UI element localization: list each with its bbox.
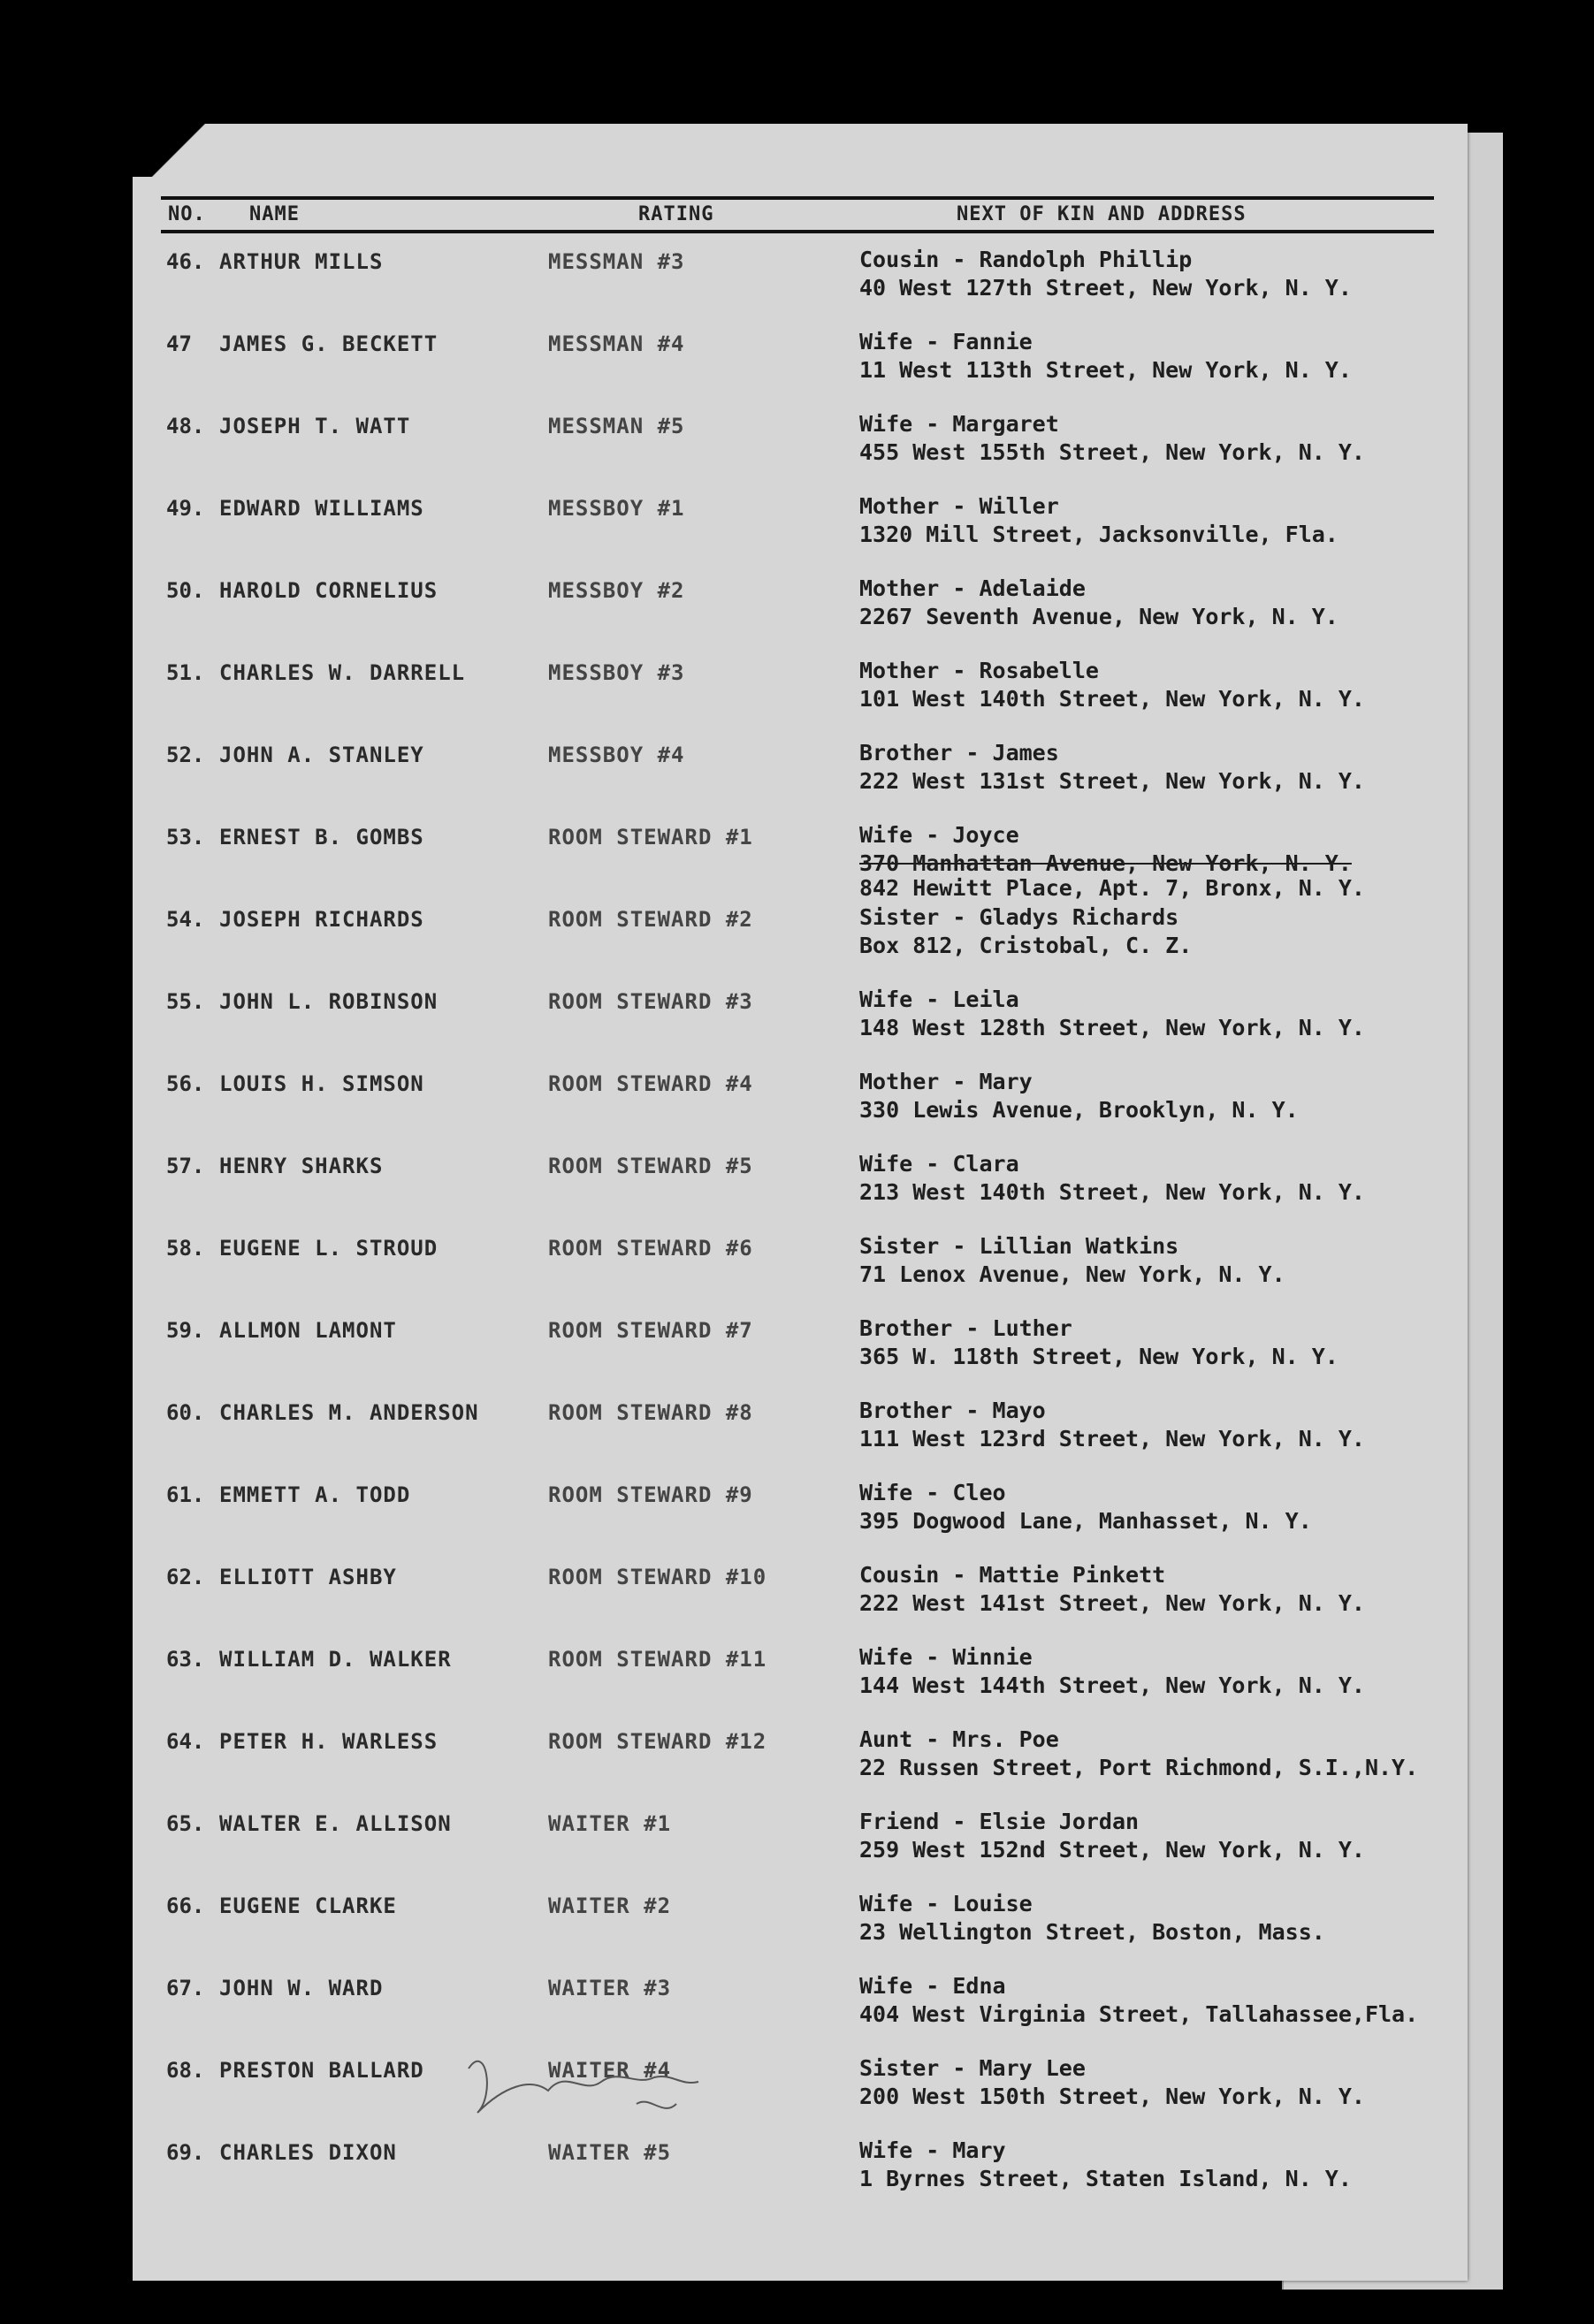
kin-relation: Wife - Margaret xyxy=(859,411,1059,437)
kin-address: 22 Russen Street, Port Richmond, S.I.,N.Y. xyxy=(859,1755,1419,1780)
crew-number: 51. xyxy=(166,660,205,685)
next-of-kin xyxy=(859,328,1352,385)
crew-number: 68. xyxy=(166,2058,205,2083)
kin-relation: Sister - Mary Lee xyxy=(859,2055,1086,2081)
crew-rating: MESSBOY #1 xyxy=(548,496,685,521)
crew-rating: WAITER #2 xyxy=(548,1893,672,1918)
kin-relation: Aunt - Mrs. Poe xyxy=(859,1726,1059,1752)
crew-name: ALLMON LAMONT xyxy=(219,1318,397,1343)
crew-name: WALTER E. ALLISON xyxy=(219,1811,452,1836)
kin-address: 404 West Virginia Street, Tallahassee,Fla. xyxy=(859,2001,1419,2027)
crew-rating: ROOM STEWARD #6 xyxy=(548,1236,753,1261)
crew-name: PRESTON BALLARD xyxy=(219,2058,424,2083)
next-of-kin xyxy=(859,1643,1365,1700)
crew-number: 58. xyxy=(166,1236,205,1261)
crew-rating: ROOM STEWARD #11 xyxy=(548,1647,767,1672)
kin-address: 144 West 144th Street, New York, N. Y. xyxy=(859,1673,1365,1698)
crew-number: 56. xyxy=(166,1071,205,1096)
crew-rating: ROOM STEWARD #1 xyxy=(548,825,753,850)
crew-number: 64. xyxy=(166,1729,205,1754)
crew-row xyxy=(133,575,1468,657)
crew-number: 46. xyxy=(166,249,205,274)
next-of-kin xyxy=(859,246,1352,302)
crew-row xyxy=(133,328,1468,410)
crew-name: EUGENE L. STROUD xyxy=(219,1236,439,1261)
next-of-kin xyxy=(859,1150,1365,1207)
kin-address: 111 West 123rd Street, New York, N. Y. xyxy=(859,1426,1365,1452)
kin-address: 1 Byrnes Street, Staten Island, N. Y. xyxy=(859,2166,1352,2191)
crew-number: 53. xyxy=(166,825,205,850)
crew-rating: ROOM STEWARD #12 xyxy=(548,1729,767,1754)
crew-name: WILLIAM D. WALKER xyxy=(219,1647,452,1672)
crew-rating: WAITER #1 xyxy=(548,1811,672,1836)
crew-name: CHARLES M. ANDERSON xyxy=(219,1400,479,1425)
crew-row xyxy=(133,1561,1468,1643)
next-of-kin xyxy=(859,986,1365,1042)
crew-name: JAMES G. BECKETT xyxy=(219,331,439,356)
next-of-kin xyxy=(859,657,1365,713)
crew-rating: MESSMAN #4 xyxy=(548,331,685,356)
next-of-kin xyxy=(859,1726,1418,1782)
crew-name: EMMETT A. TODD xyxy=(219,1482,411,1507)
crew-row xyxy=(133,1643,1468,1726)
crew-name: ERNEST B. GOMBS xyxy=(219,825,424,850)
crew-row xyxy=(133,1068,1468,1150)
kin-address: Box 812, Cristobal, C. Z. xyxy=(859,933,1193,958)
crew-name: JOSEPH RICHARDS xyxy=(219,907,424,932)
kin-address: 213 West 140th Street, New York, N. Y. xyxy=(859,1179,1365,1205)
crew-row xyxy=(133,903,1468,986)
crew-name: EDWARD WILLIAMS xyxy=(219,496,424,521)
kin-relation: Mother - Willer xyxy=(859,493,1059,519)
crew-row xyxy=(133,739,1468,821)
crew-row xyxy=(133,986,1468,1068)
crew-row xyxy=(133,821,1468,903)
kin-address: 370 Manhattan Avenue, New York, N. Y. xyxy=(859,850,1352,876)
kin-relation: Wife - Joyce xyxy=(859,822,1019,848)
crew-rating: ROOM STEWARD #3 xyxy=(548,989,753,1014)
header-rating: RATING xyxy=(638,203,714,225)
crew-rating: ROOM STEWARD #7 xyxy=(548,1318,753,1343)
crew-rating: WAITER #5 xyxy=(548,2140,672,2165)
crew-number: 66. xyxy=(166,1893,205,1918)
next-of-kin xyxy=(859,903,1192,960)
kin-address: 455 West 155th Street, New York, N. Y. xyxy=(859,439,1365,465)
crew-row xyxy=(133,2137,1468,2219)
next-of-kin xyxy=(859,1890,1325,1947)
next-of-kin xyxy=(859,1972,1418,2029)
next-of-kin xyxy=(859,575,1339,631)
crew-name: CHARLES DIXON xyxy=(219,2140,397,2165)
kin-address: 330 Lewis Avenue, Brooklyn, N. Y. xyxy=(859,1097,1299,1123)
crew-number: 61. xyxy=(166,1482,205,1507)
signature-mark xyxy=(433,2033,716,2130)
crew-rating: MESSBOY #4 xyxy=(548,743,685,767)
kin-address: 259 West 152nd Street, New York, N. Y. xyxy=(859,1837,1365,1863)
next-of-kin xyxy=(859,410,1365,467)
kin-address: 11 West 113th Street, New York, N. Y. xyxy=(859,357,1352,383)
crew-rating: MESSBOY #3 xyxy=(548,660,685,685)
crew-rating: MESSMAN #3 xyxy=(548,249,685,274)
kin-relation: Sister - Lillian Watkins xyxy=(859,1233,1179,1259)
crew-number: 47 xyxy=(166,331,192,356)
crew-name: ELLIOTT ASHBY xyxy=(219,1565,397,1589)
kin-address: 148 West 128th Street, New York, N. Y. xyxy=(859,1015,1365,1040)
crew-row xyxy=(133,1232,1468,1314)
crew-number: 57. xyxy=(166,1154,205,1178)
crew-row xyxy=(133,1972,1468,2054)
kin-relation: Mother - Adelaide xyxy=(859,575,1086,601)
kin-address: 395 Dogwood Lane, Manhasset, N. Y. xyxy=(859,1508,1312,1534)
next-of-kin xyxy=(859,1314,1339,1371)
next-of-kin xyxy=(859,1561,1365,1618)
kin-relation: Cousin - Randolph Phillip xyxy=(859,247,1193,272)
kin-relation: Wife - Clara xyxy=(859,1151,1019,1177)
kin-address-corrected: 842 Hewitt Place, Apt. 7, Bronx, N. Y. xyxy=(859,875,1365,901)
crew-rating: ROOM STEWARD #4 xyxy=(548,1071,753,1096)
crew-rating: WAITER #4 xyxy=(548,2058,672,2083)
crew-row xyxy=(133,410,1468,492)
crew-row xyxy=(133,492,1468,575)
crew-list-page xyxy=(133,124,1468,2281)
kin-address: 23 Wellington Street, Boston, Mass. xyxy=(859,1919,1325,1945)
kin-relation: Brother - Mayo xyxy=(859,1398,1046,1423)
header-no: NO. xyxy=(168,203,206,225)
kin-relation: Wife - Winnie xyxy=(859,1644,1033,1670)
crew-number: 65. xyxy=(166,1811,205,1836)
crew-row xyxy=(133,1726,1468,1808)
kin-relation: Wife - Louise xyxy=(859,1891,1033,1916)
crew-number: 63. xyxy=(166,1647,205,1672)
crew-name: ARTHUR MILLS xyxy=(219,249,384,274)
crew-row xyxy=(133,1150,1468,1232)
kin-relation: Wife - Mary xyxy=(859,2137,1006,2163)
crew-name: HAROLD CORNELIUS xyxy=(219,578,439,603)
crew-row xyxy=(133,1890,1468,1972)
kin-relation: Wife - Cleo xyxy=(859,1480,1006,1505)
crew-name: JOHN W. WARD xyxy=(219,1976,384,2000)
header-name: NAME xyxy=(249,203,300,225)
crew-number: 67. xyxy=(166,1976,205,2000)
crew-number: 59. xyxy=(166,1318,205,1343)
crew-rating: ROOM STEWARD #5 xyxy=(548,1154,753,1178)
next-of-kin xyxy=(859,739,1365,796)
header-next-of-kin: NEXT OF KIN AND ADDRESS xyxy=(957,203,1247,225)
crew-name: PETER H. WARLESS xyxy=(219,1729,439,1754)
crew-name: LOUIS H. SIMSON xyxy=(219,1071,424,1096)
kin-address: 222 West 141st Street, New York, N. Y. xyxy=(859,1590,1365,1616)
crew-name: CHARLES W. DARRELL xyxy=(219,660,466,685)
kin-relation: Wife - Leila xyxy=(859,987,1019,1012)
next-of-kin xyxy=(859,1232,1285,1289)
kin-address: 365 W. 118th Street, New York, N. Y. xyxy=(859,1344,1339,1369)
next-of-kin xyxy=(859,1808,1365,1864)
crew-number: 54. xyxy=(166,907,205,932)
crew-row xyxy=(133,1397,1468,1479)
crew-row xyxy=(133,1314,1468,1397)
crew-name: JOHN A. STANLEY xyxy=(219,743,424,767)
kin-address: 2267 Seventh Avenue, New York, N. Y. xyxy=(859,604,1339,629)
crew-rating: MESSBOY #2 xyxy=(548,578,685,603)
crew-row xyxy=(133,1479,1468,1561)
crew-number: 55. xyxy=(166,989,205,1014)
crew-rating: WAITER #3 xyxy=(548,1976,672,2000)
crew-rows xyxy=(133,246,1468,2219)
crew-name: EUGENE CLARKE xyxy=(219,1893,397,1918)
kin-address: 71 Lenox Avenue, New York, N. Y. xyxy=(859,1261,1285,1287)
kin-address: 101 West 140th Street, New York, N. Y. xyxy=(859,686,1365,712)
kin-relation: Brother - Luther xyxy=(859,1315,1072,1341)
crew-name: JOSEPH T. WATT xyxy=(219,414,411,438)
kin-address: 200 West 150th Street, New York, N. Y. xyxy=(859,2084,1365,2109)
crew-name: HENRY SHARKS xyxy=(219,1154,384,1178)
crew-rating: ROOM STEWARD #2 xyxy=(548,907,753,932)
crew-number: 60. xyxy=(166,1400,205,1425)
next-of-kin xyxy=(859,821,1365,903)
next-of-kin xyxy=(859,492,1339,549)
kin-relation: Friend - Elsie Jordan xyxy=(859,1809,1140,1834)
torn-corner xyxy=(133,124,239,177)
crew-row xyxy=(133,2054,1468,2137)
next-of-kin xyxy=(859,2054,1365,2111)
next-of-kin xyxy=(859,2137,1352,2193)
crew-rating: MESSMAN #5 xyxy=(548,414,685,438)
kin-address: 222 West 131st Street, New York, N. Y. xyxy=(859,768,1365,794)
kin-relation: Wife - Edna xyxy=(859,1973,1006,1999)
crew-row xyxy=(133,657,1468,739)
kin-relation: Mother - Mary xyxy=(859,1069,1033,1094)
next-of-kin xyxy=(859,1479,1312,1535)
crew-number: 49. xyxy=(166,496,205,521)
crew-row xyxy=(133,246,1468,328)
crew-name: JOHN L. ROBINSON xyxy=(219,989,439,1014)
crew-rating: ROOM STEWARD #10 xyxy=(548,1565,767,1589)
kin-relation: Cousin - Mattie Pinkett xyxy=(859,1562,1166,1588)
kin-address: 40 West 127th Street, New York, N. Y. xyxy=(859,275,1352,301)
next-of-kin xyxy=(859,1068,1299,1124)
kin-relation: Mother - Rosabelle xyxy=(859,658,1099,683)
crew-number: 69. xyxy=(166,2140,205,2165)
crew-number: 52. xyxy=(166,743,205,767)
crew-number: 48. xyxy=(166,414,205,438)
crew-rating: ROOM STEWARD #8 xyxy=(548,1400,753,1425)
kin-relation: Wife - Fannie xyxy=(859,329,1033,354)
crew-row xyxy=(133,1808,1468,1890)
next-of-kin xyxy=(859,1397,1365,1453)
crew-number: 50. xyxy=(166,578,205,603)
kin-address: 1320 Mill Street, Jacksonville, Fla. xyxy=(859,522,1339,547)
crew-number: 62. xyxy=(166,1565,205,1589)
crew-rating: ROOM STEWARD #9 xyxy=(548,1482,753,1507)
kin-relation: Brother - James xyxy=(859,740,1059,766)
kin-relation: Sister - Gladys Richards xyxy=(859,904,1179,930)
column-header xyxy=(161,196,1434,233)
